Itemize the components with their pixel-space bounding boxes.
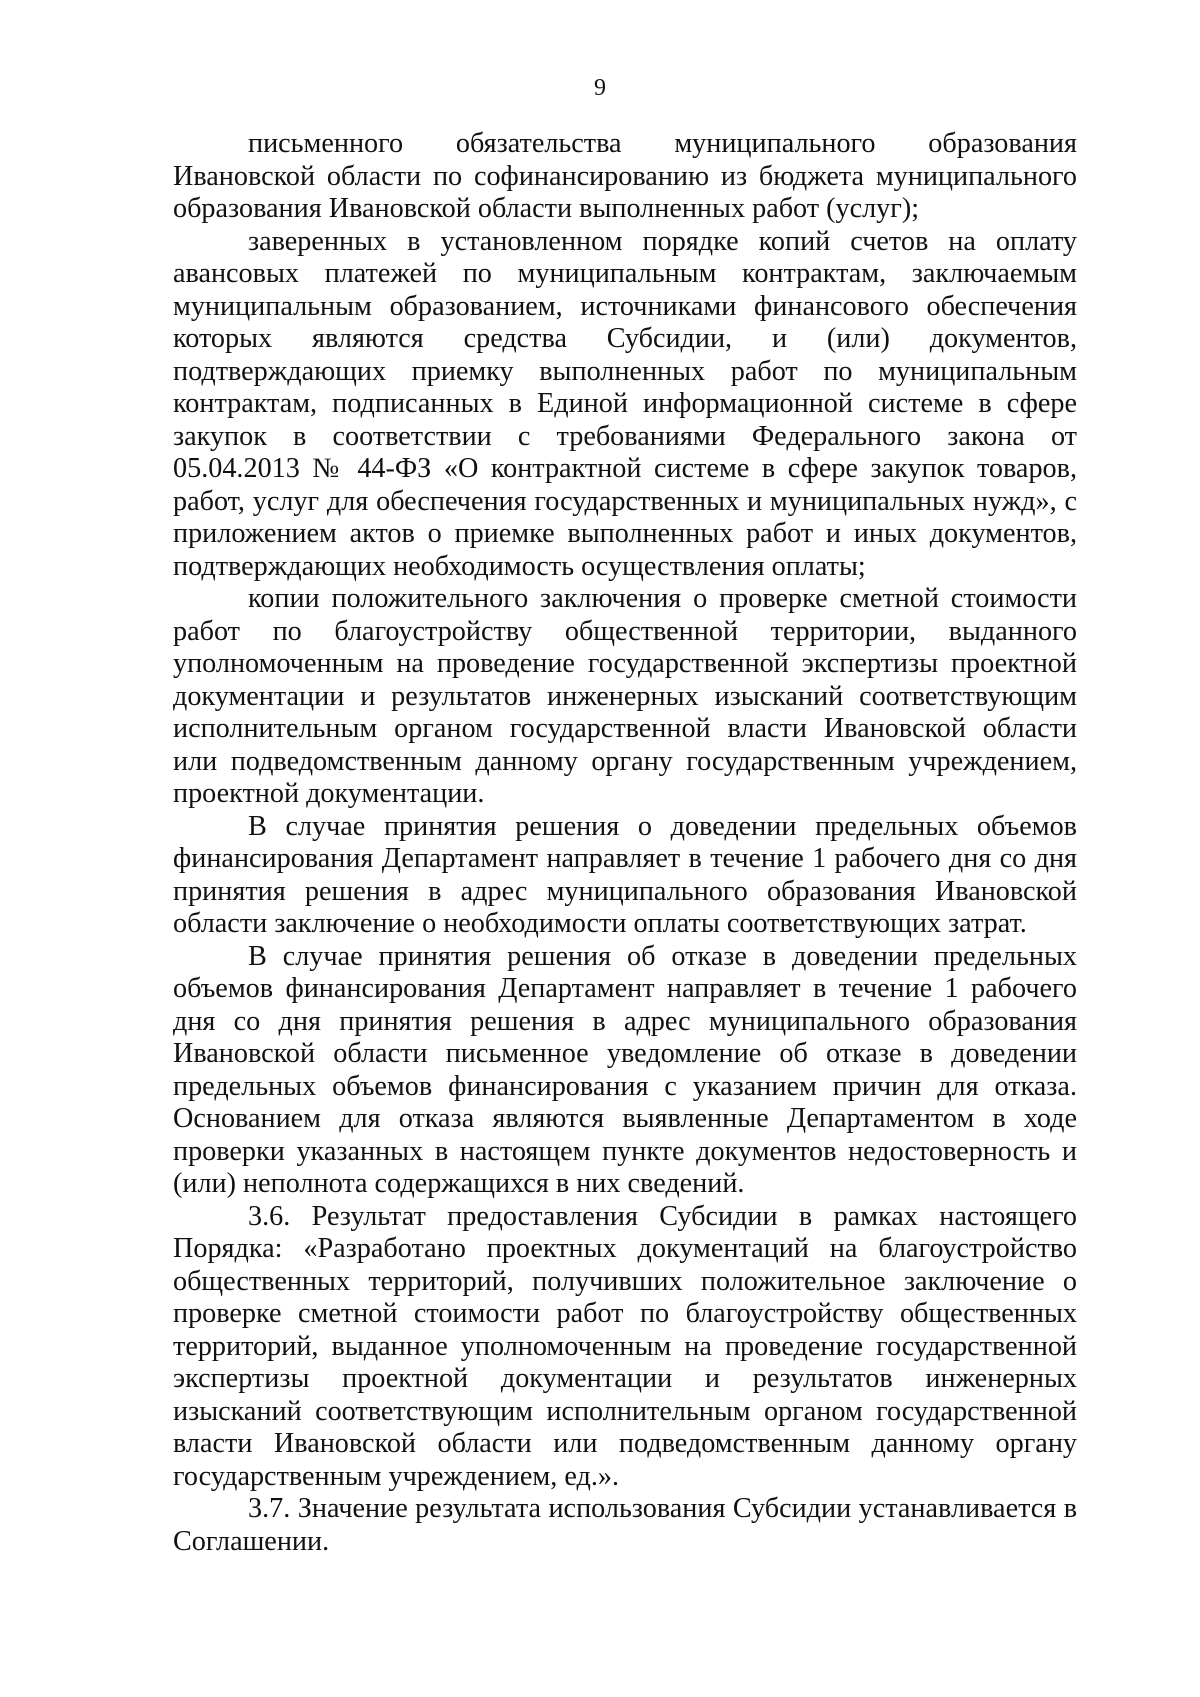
paragraph-clause-3-7: 3.7. Значение результата использования Субсидии устанавливается в Соглашении. xyxy=(173,1493,1077,1557)
paragraph-funding-approval: В случае принятия решения о доведении предельных объемов финансирования Департамент направляет в течение 1 рабочего дня со дня принятия решения в адрес муниципального образования Ивановской области заключение о необходимости оплаты соответствующих затрат. xyxy=(173,810,1077,939)
paragraph-certified-invoices: заверенных в установленном порядке копий счетов на оплату авансовых платежей по муниципальным контрактам, заключаемым муниципальным образованием, источниками финансового обеспечения которых являются средства Субсидии, и (или) документов, подтверждающих приемку выполненных работ по муниципальным контрактам, подписанных в Единой информационной системе в сфере закупок в соответствии с требованиями Федерального закона от 05.04.2013 № 44-ФЗ «О контрактной системе в сфере закупок товаров, работ, услуг для обеспечения государственных и муниципальных нужд», с приложением актов о приемке выполненных работ и иных документов, подтверждающих необходимость осуществления оплаты; xyxy=(173,225,1077,582)
document-body xyxy=(173,128,1077,1558)
paragraph-clause-3-6: 3.6. Результат предоставления Субсидии в рамках настоящего Порядка: «Разработано проектных документаций на благоустройство общественных территорий, получивших положительное заключение о проверке сметной стоимости работ по благоустройству общественных территорий, выданное уполномоченным на проведение государственной экспертизы проектной документации и результатов инженерных изысканий соответствующим исполнительным органом государственной власти Ивановской области или подведомственным данному органу государственным учреждением, ед.». xyxy=(173,1200,1077,1492)
paragraph-written-obligation: письменного обязательства муниципального образования Ивановской области по софинансированию из бюджета муниципального образования Ивановской области выполненных работ (услуг); xyxy=(173,128,1077,224)
paragraph-expertise-conclusion: копии положительного заключения о проверке сметной стоимости работ по благоустройству общественной территории, выданного уполномоченным на проведение государственной экспертизы проектной документации и результатов инженерных изысканий соответствующим исполнительным органом государственной власти Ивановской области или подведомственным данному органу государственным учреждением, проектной документации. xyxy=(173,583,1077,809)
page-number: 9 xyxy=(594,75,606,101)
paragraph-funding-refusal: В случае принятия решения об отказе в доведении предельных объемов финансирования Департамент направляет в течение 1 рабочего дня со дня принятия решения в адрес муниципального образования Ивановской области письменное уведомление об отказе в доведении предельных объемов финансирования с указанием причин для отказа. Основанием для отказа являются выявленные Департаментом в ходе проверки указанных в настоящем пункте документов недостоверность и (или) неполнота содержащихся в них сведений. xyxy=(173,940,1077,1199)
